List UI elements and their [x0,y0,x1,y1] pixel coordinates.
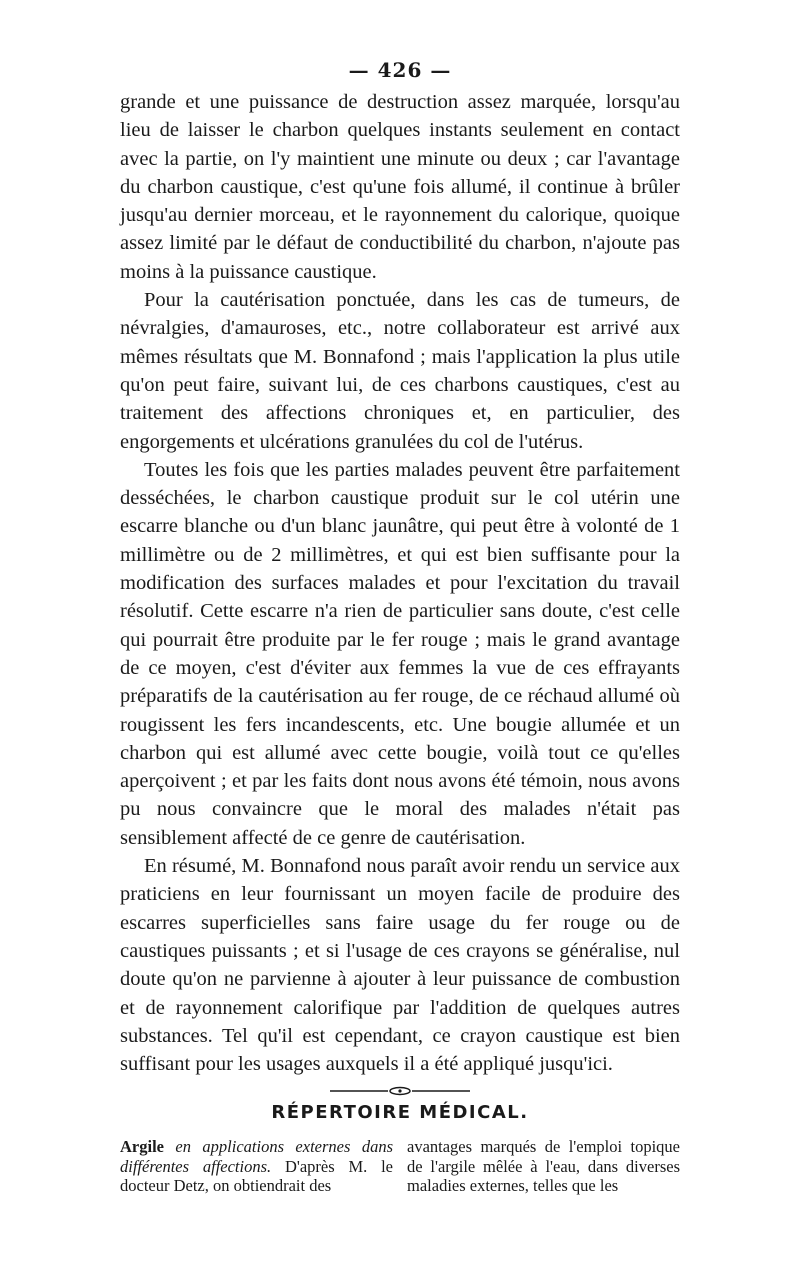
two-column-entry [120,1137,680,1196]
entry-term-description: en applications externes dans différentes affections. [120,1137,394,1176]
entry-text-right: avantages marqués de l'emploi topique de l'argile mêlée à l'eau, dans diverses maladies externes, telles que les [407,1137,680,1196]
paragraph-continuation: grande et une puissance de destruction assez marquée, lorsqu'au lieu de laisser le charbon quelques instants seulement en contact avec la partie, on l'y maintient une minute ou deux ; car l'avantage du charbon caustique, c'est qu'une fois allumé, il continue à brûler jusqu'au dernier morceau, et le rayonnement du calorique, quoique assez limité par le défaut de conductibilité du charbon, n'ajoute pas moins à la puissance caustique. [120,91,680,283]
section-title: RÉPERTOIRE MÉDICAL. [271,1102,529,1124]
paragraph-cauterisation: Pour la cautérisation ponctuée, dans les cas de tumeurs, de névralgies, d'amauroses, etc., notre collaborateur est arrivé aux mêmes résultats que M. Bonnafond ; mais l'application la plus utile qu'on peut faire, suivant lui, de ces charbons caustiques, c'est au traitement des affections chroniques et, en particulier, des engorgements et ulcérations granulées du col de l'utérus. [120,289,680,453]
paragraph-escarre: Toutes les fois que les parties malades peuvent être parfaitement desséchées, le charbon caustique produit sur le col utérin une escarre blanche ou d'un blanc jaunâtre, qui peut être à volonté de 1 millimètre ou de 2 millimètres, et qui est bien suffisante pour la modification des surfaces malades et pour l'excitation du travail résolutif. Cette escarre n'a rien de particulier sans doute, c'est celle qui pourrait être produite par le fer rouge ; mais le grand avantage de ce moyen, c'est d'éviter aux femmes la vue de ces effrayants préparatifs de la cautérisation au fer rouge, de ce réchaud allumé où rougissent les fers incandescents, etc. Une bougie allumée et un charbon qui est allumé avec cette bougie, voilà tout ce qu'elles aperçoivent ; et par les faits dont nous avons été témoin, nous avons pu nous convaincre que le moral des malades n'était pas sensiblement affecté de ce genre de cautérisation. [120,458,680,849]
column-left [120,1137,393,1196]
page-number: — 426 — [348,58,452,82]
document-page [120,58,680,1196]
paragraph-resume: En résumé, M. Bonnafond nous paraît avoir rendu un service aux praticiens en leur fournissant un moyen facile de produire des escarres superficielles sans faire usage du fer rouge ou de caustiques puissants ; et si l'usage de ces crayons se généralise, nul doute qu'on ne parvienne à ajouter à leur puissance de combustion et de rayonnement calorifique par l'addition de quelques autres substances. Tel qu'il est cependant, ce crayon caustique est bien suffisant pour les usages auxquels il a été appliqué jusqu'ici. [120,855,680,1076]
entry-text-left: D'après M. le docteur Detz, on obtiendrait des [120,1156,394,1196]
column-right [407,1137,680,1196]
entry-term: Argile [120,1137,164,1157]
ornament-divider [330,1086,470,1096]
